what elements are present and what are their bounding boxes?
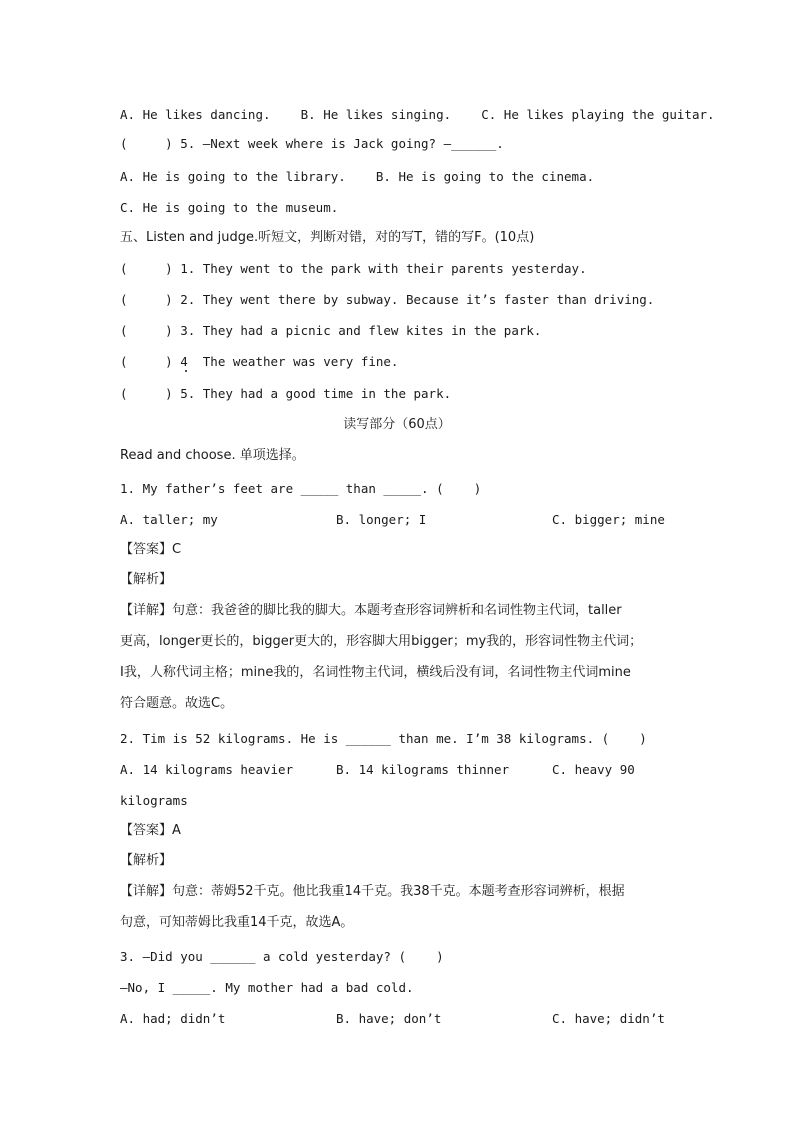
stray-dot-mark	[185, 370, 187, 372]
mc1-option-c: C. bigger; mine	[552, 512, 665, 527]
judge-item-2: ( ) 2. They went there by subway. Because it’s faster than driving.	[120, 292, 655, 307]
mc3-reply-line: —No, I _____. My mother had a bad cold.	[120, 980, 414, 995]
mc1-option-b: B. longer; I	[336, 512, 427, 527]
mc2-explanation-line-1: 【详解】句意：蒂姆52千克。他比我重14千克。我38千克。本题考查形容词辨析，根据	[120, 884, 625, 899]
mc1-explanation-line-4: 符合题意。故选C。	[120, 696, 234, 711]
judge-item-5: ( ) 5. They had a good time in the park.	[120, 386, 452, 401]
mc1-explanation-line-2: 更高，longer更长的，bigger更大的，形容脚大用bigger；my我的，形容词性物主代词；	[120, 634, 643, 649]
mc1-analysis-label: 【解析】	[120, 572, 173, 587]
q4-options: A. He likes dancing. B. He likes singing. C. He likes playing the guitar.	[120, 107, 715, 122]
judge-item-3: ( ) 3. They had a picnic and flew kites in the park.	[120, 323, 542, 338]
mc3-option-c: C. have; didn’t	[552, 1011, 665, 1026]
read-and-choose-heading: Read and choose. 单项选择。	[120, 448, 305, 463]
reading-writing-heading: 读写部分（60点）	[343, 417, 451, 432]
judge-item-1: ( ) 1. They went to the park with their parents yesterday.	[120, 261, 587, 276]
mc3-option-a: A. had; didn’t	[120, 1011, 226, 1026]
mc2-option-b: B. 14 kilograms thinner	[336, 762, 510, 777]
mc2-option-c-continued: kilograms	[120, 793, 188, 808]
mc-question-1: 1. My father’s feet are _____ than _____. ( )	[120, 481, 482, 496]
section-five-heading: 五、Listen and judge.听短文，判断对错，对的写T，错的写F。(10点)	[120, 230, 535, 245]
q5-option-c: C. He is going to the museum.	[120, 200, 339, 215]
mc-question-3: 3. —Did you ______ a cold yesterday? ( )	[120, 949, 444, 964]
mc1-answer: 【答案】C	[120, 542, 182, 557]
mc2-option-c: C. heavy 90	[552, 762, 635, 777]
mc2-explanation-line-2: 句意，可知蒂姆比我重14千克，故选A。	[120, 915, 354, 930]
mc3-option-b: B. have; don’t	[336, 1011, 442, 1026]
mc1-explanation-line-1: 【详解】句意：我爸爸的脚比我的脚大。本题考查形容词辨析和名词性物主代词，taller	[120, 603, 622, 618]
mc2-analysis-label: 【解析】	[120, 853, 173, 868]
mc1-option-a: A. taller; my	[120, 512, 218, 527]
q5-options-ab: A. He is going to the library. B. He is going to the cinema.	[120, 169, 595, 184]
mc2-option-a: A. 14 kilograms heavier	[120, 762, 294, 777]
mc2-answer: 【答案】A	[120, 823, 181, 838]
q5-listening-question: ( ) 5. —Next week where is Jack going? —______.	[120, 136, 504, 151]
mc1-explanation-line-3: I我，人称代词主格；mine我的，名词性物主代词，横线后没有词，名词性物主代词mine	[120, 665, 631, 680]
mc-question-2: 2. Tim is 52 kilograms. He is ______ than me. I’m 38 kilograms. ( )	[120, 731, 647, 746]
judge-item-4: ( ) 4 The weather was very fine.	[120, 354, 399, 369]
